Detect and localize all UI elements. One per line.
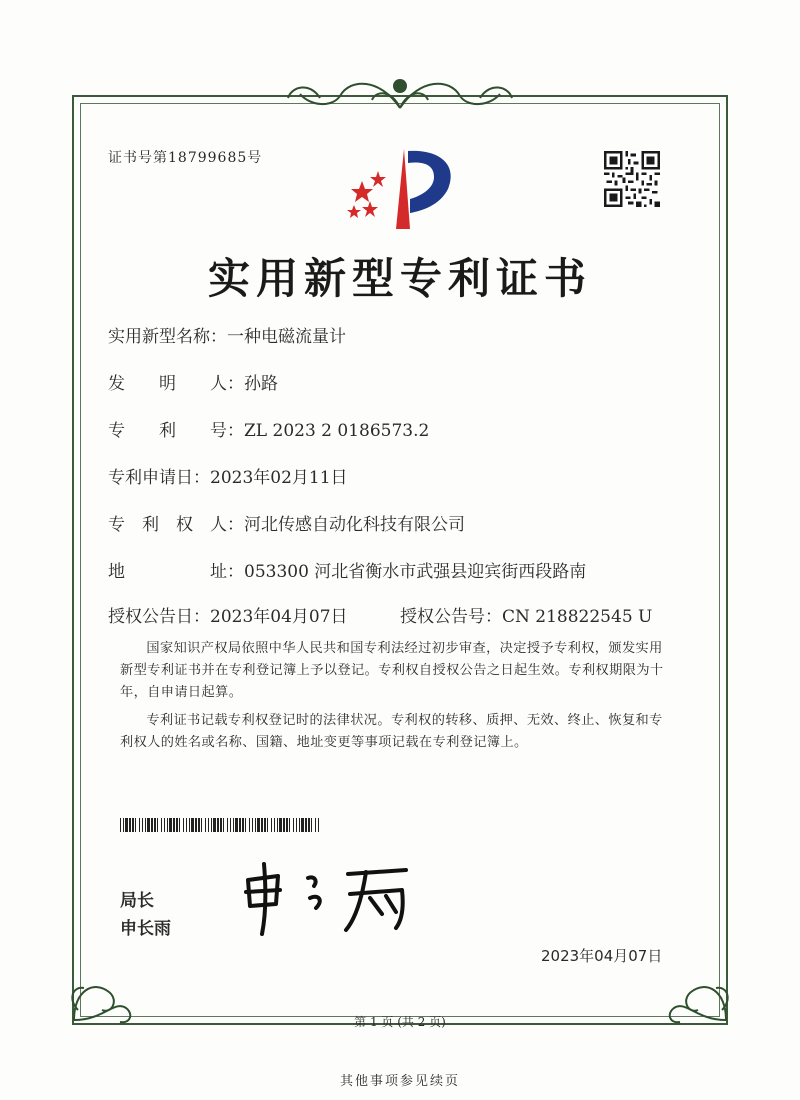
barcode-bar: [205, 818, 206, 832]
barcode-bar: [245, 818, 246, 832]
barcode-bar: [123, 818, 124, 832]
field-utility-model-name: [108, 322, 346, 347]
barcode-bar: [299, 818, 300, 832]
barcode-bar: [283, 818, 285, 832]
barcode-bar: [261, 818, 263, 832]
barcode-bar: [318, 818, 319, 832]
field-label: 实用新型名称：: [108, 327, 227, 347]
barcode-bar: [239, 818, 241, 832]
barcode-bar: [293, 818, 294, 832]
barcode-bar: [135, 818, 136, 832]
field-value: ZL 2023 2 0186573.2: [244, 421, 430, 441]
barcode-bar: [315, 818, 316, 832]
barcode-bar: [201, 818, 202, 832]
barcode-bar: [189, 818, 190, 832]
barcode-bar: [161, 818, 162, 832]
field-inventor: [108, 369, 278, 394]
barcode-bar: [164, 818, 165, 832]
barcode-bar: [274, 818, 275, 832]
barcode-bar: [167, 818, 168, 832]
field-application-date: [108, 463, 348, 488]
field-value: 一种电磁流量计: [227, 327, 346, 347]
barcode-bar: [311, 818, 312, 832]
field-label: 地 址：: [108, 562, 244, 582]
barcode-bar: [271, 818, 272, 832]
barcode-bar: [217, 818, 219, 832]
paragraph-legal-status: 专利证书记载专利权登记时的法律状况。专利权的转移、质押、无效、终止、恢复和专利权人的姓名或名称、国籍、地址变更等事项记载在专利登记簿上。: [120, 713, 663, 750]
barcode-bar: [227, 818, 228, 832]
barcode-bar: [257, 818, 260, 832]
continued-note: 其他事项参见续页: [339, 1074, 460, 1089]
barcode-bar: [233, 818, 234, 832]
barcode-bar: [132, 818, 134, 832]
certificate-title: 实用新型专利证书: [207, 254, 592, 303]
barcode-bar: [176, 818, 178, 832]
field-patent-number: [108, 416, 429, 441]
barcode-bar: [223, 818, 224, 832]
barcode-bar: [286, 818, 288, 832]
barcode-bar: [289, 818, 290, 832]
barcode-bar: [154, 818, 156, 832]
field-value: CN 218822545 U: [502, 607, 653, 627]
barcode-bar: [255, 818, 256, 832]
barcode-bar: [277, 818, 278, 832]
barcode-bar: [208, 818, 209, 832]
barcode-bar: [213, 818, 216, 832]
barcode-bar: [220, 818, 222, 832]
field-announcement-number: [400, 602, 652, 627]
barcode-bar: [125, 818, 128, 832]
barcode-bar: [242, 818, 244, 832]
barcode-bar: [264, 818, 266, 832]
barcode-bar: [129, 818, 131, 832]
barcode-bar: [230, 818, 231, 832]
page-number: 第 1 页 (共 2 页): [354, 1015, 446, 1029]
signatory-title: 局长: [120, 891, 154, 911]
barcode-bar: [279, 818, 282, 832]
field-address: [108, 557, 586, 582]
barcode-bar: [198, 818, 200, 832]
barcode-bar: [151, 818, 153, 832]
cnipa-logo: [340, 143, 460, 233]
field-value: 孙路: [244, 374, 278, 394]
barcode-bar: [195, 818, 197, 832]
field-value: 053300 河北省衡水市武强县迎宾街西段路南: [244, 562, 587, 582]
field-grant-date: [108, 602, 348, 627]
barcode-bar: [267, 818, 268, 832]
barcode-bar: [157, 818, 158, 832]
barcode-bar: [142, 818, 143, 832]
field-label: 发 明 人：: [108, 374, 244, 394]
qr-code: [604, 151, 660, 207]
barcode-bar: [145, 818, 146, 832]
barcode-bar: [139, 818, 140, 832]
barcode-bar: [169, 818, 172, 832]
barcode: [120, 818, 322, 832]
barcode-bar: [211, 818, 212, 832]
barcode-bar: [249, 818, 250, 832]
barcode-bar: [120, 818, 121, 832]
barcode-bar: [147, 818, 150, 832]
signatory-name: 申长雨: [120, 919, 171, 939]
barcode-bar: [183, 818, 184, 832]
barcode-bar: [296, 818, 297, 832]
field-patentee: [108, 510, 465, 535]
signing-date: 2023年04月07日: [541, 947, 663, 965]
barcode-bar: [186, 818, 187, 832]
handwritten-signature: [238, 858, 414, 938]
barcode-bar: [191, 818, 194, 832]
field-value: 2023年04月07日: [210, 607, 348, 627]
field-label: 授权公告号：: [400, 607, 502, 627]
barcode-bar: [235, 818, 238, 832]
barcode-bar: [179, 818, 180, 832]
barcode-bar: [252, 818, 253, 832]
barcode-bar: [305, 818, 307, 832]
field-label: 专 利 号：: [108, 421, 244, 441]
barcode-bar: [173, 818, 175, 832]
field-label: 专利申请日：: [108, 468, 210, 488]
certificate-number: 证书号第18799685号: [108, 150, 263, 166]
top-ornament: [280, 68, 520, 116]
field-label: 专 利 权 人：: [108, 515, 244, 535]
field-value: 河北传感自动化科技有限公司: [244, 515, 465, 535]
field-value: 2023年02月11日: [210, 468, 348, 488]
barcode-bar: [308, 818, 310, 832]
paragraph-grant: 国家知识产权局依照中华人民共和国专利法经过初步审查，决定授予专利权，颁发实用新型专利证书并在专利登记簿上予以登记。专利权自授权公告之日起生效。专利权期限为十年，自申请日起算。: [120, 641, 664, 700]
barcode-bar: [301, 818, 304, 832]
field-label: 授权公告日：: [108, 607, 210, 627]
